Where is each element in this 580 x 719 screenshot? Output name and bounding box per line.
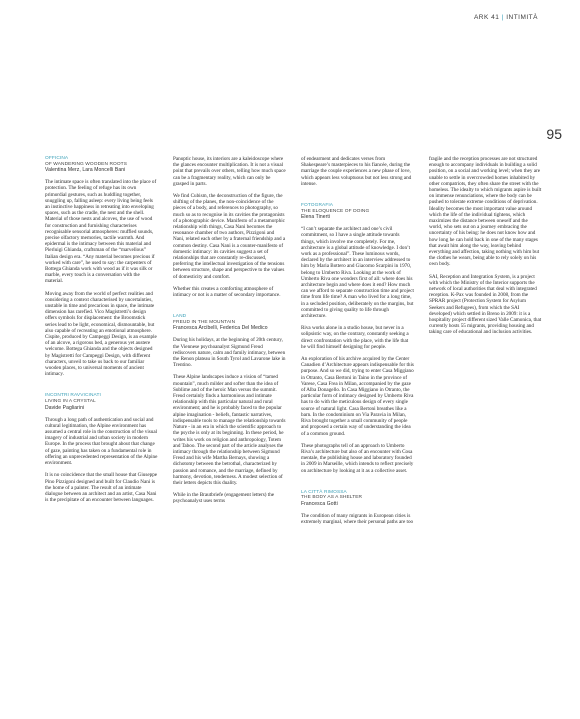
section-spacer	[45, 383, 158, 393]
section-kicker: OFFICINA	[45, 156, 69, 161]
body-paragraph: “I can’t separate the architect and one’s civil commitment, so I have a single attitude towards things, which involve me completely. For me, architecture is a global attitude of knowledge. I don’t work as a professional”. These luminous words, declared by the architect in an interview addressed to him by Maria Bottero and Giacomo Scarpini in 1970, belong to Umberto Riva. Looking at the work of Umberto Riva one wonders first of all: where does his architecture begin and where does it end? How much can we afford to separate construction time and project time from life time? A man who lived for a long time, in a secluded position, deliberately on the margins, but committed to giving quality to life through architecture.	[301, 226, 414, 320]
section-heading	[45, 393, 158, 410]
body-paragraph: The condition of many migrants in European cities is extremely marginal, where their personal paths are too	[301, 512, 414, 526]
text-column-2	[173, 156, 286, 511]
body-paragraph: Whether this creates a comforting atmosphere of intimacy or not is a matter of secondary importance.	[173, 285, 281, 299]
body-paragraph: of endearment and dedicates verses from Shakespeare’s masterpieces to his fiancée, during the marriage the couple experiences a new phase of love, which appears less voluptuous but not less strong and intense.	[301, 156, 412, 187]
page-number: 95	[546, 126, 562, 142]
section-heading	[301, 203, 414, 220]
section-label: INTIMITÀ	[506, 14, 538, 21]
body-paragraph: It is no coincidence that the small house that Giuseppe Pino Pizzigoni designed and built for Claudio Nani is the home of a painter. The result of an intimate dialogue between an architect and an artist, Casa Nani is the precipitate of an encounter between languages.	[45, 472, 158, 504]
section-spacer	[173, 304, 286, 314]
section-spacer	[301, 480, 414, 490]
article-title: LIVING IN A CRYSTAL	[45, 399, 96, 405]
section-heading	[173, 314, 286, 331]
issue-label: ARK 41	[473, 14, 500, 21]
body-paragraph: We find Cubism, the deconstruction of the figure, the shifting of the planes, the non-coincidence of the pieces of a body, and references to photography, so much so as to recognise in its cavities the protagonists of a photographic device. Manifesto of a metamorphic relationship with things, Casa Nani becomes the resonance chamber of two authors, Pizzigoni and Nani, related each other by a fraternal friendship and a common destiny. Casa Nani is a counter-manifesto of domestic intimacy: its cavities suggest a set of relationships that are constantly re-discussed, preferring the intellectual investigation of the tensions between structure, shape and perspective to the values of domesticity and comfort.	[173, 193, 286, 280]
body-paragraph: During his holidays, at the beginning of 20th century, the Viennese psychoanalyst Sigmund Freud rediscovers nature, calm and family intimacy, between the Renon plateau in South Tyrol and Lavarone lake in Trentino.	[173, 337, 286, 369]
body-paragraph: SAI, Reception and Integration System, is a project with which the Ministry of the Interior supports the network of local authorities that deal with integrated reception. K-Pax was founded in 2008, from the SPRAR project (Protection System for Asylum Seekers and Refugees), from which the SAI developed) which settled in Breno in 2009: it is a hospitality project different sized Valle Camonica, that currently hosts 55 migrants, providing housing and taking care of educational and inclusion activities.	[429, 273, 542, 336]
text-column-1	[45, 156, 158, 509]
article-title: THE BODY AS A SHELTER	[301, 495, 363, 501]
article-authors: Davide Pagliarini	[45, 404, 85, 411]
body-paragraph: An exploration of his archive acquired by the Center Canadien d’Architecture appears indispensable for this purpose. And so we did, trying to enter Casa Miggiano in Otranto, Casa Bertoni in Taino in the province of Varese, Casa Frea in Milan, accompanied by the gaze of Alba Donagello. In Casa Miggiano in Otranto, the particular form of intimacy designed by Umberto Riva has to do with the meticulous design of every single source of natural light. Casa Bertoni breathes like a barn. In the condominium on Via Paravia in Milan, Riva brought together a small community of people and proposed a certain way of understanding the idea of a common ground.	[301, 356, 414, 437]
article-title: THE ELOQUENCE OF DOING	[301, 208, 370, 214]
article-authors: Francesca Arcibelli, Federica Del Medico	[173, 325, 268, 332]
section-kicker: INCONTRI RAVVICINATI	[45, 393, 101, 399]
body-paragraph: These photographs tell of an approach to Umberto Riva’s architecture but also of an encounter with Cosa mentale, the publishing house and laboratory founded in 2009 in Marseille, which intends to reflect precisely on architecture by looking at it as a collective asset.	[301, 442, 414, 474]
body-paragraph: Moving away from the world of perfect realities and considering a context characterised by uncertainties, unstable in time and precarious in space, the intimate dimension has rarefied. Vico Magistretti’s design offers symbols for displacement: the Broomstick series lead to be light, economical, dismountable, but also capable of recreating an emotional atmosphere. Cispite, produced by Campeggi Design, is an example of an alcove, a rigorous bed, a generous yet austere welcome. Bottega Ghianda and the objects designed by Magistretti for Campeggi Design, with different characters, unveil to take us back to our familiar wooden places, to universal moments of ancient intimacy.	[45, 290, 157, 378]
text-column-3	[301, 156, 414, 531]
body-paragraph: Riva works alone in a studio house, but never in a solipsistic way, on the contrary, constantly seeking a direct confrontation with the place, with the life that he will find himself designing for people.	[301, 325, 409, 350]
header-separator: |	[501, 14, 504, 21]
article-authors: Francesca Gotti	[301, 500, 338, 507]
body-paragraph: Through a long path of authentication and social and cultural legitimation, the Alpine environment has assumed a central role in the construction of the visual imagery of industrial and urban society in modern Europe. In the process that brought about that change of gaze, painting has taken on a fundamental role in offering an unprecedented representation of the Alpine environment.	[45, 416, 158, 467]
text-column-4	[429, 156, 542, 342]
body-paragraph: fragile and the reception processes are not structured enough to accompany individuals in building a solid position, on a social and working level; when they are unable to settle in overcrowded homes inhabited by other compatriots, they often share the street with the homeless. The idealty to which migrants aspire is built on immense renunciations, where the body can be pushed to tolerate extreme conditions of deprivation. Ideality becomes the most important value around which the life of the individual tightens, which maximizes the distance between oneself and the world, who sets out on a journey embracing the uncertainty of his being: he does not know how and how long he can hold back in one of the many stages that await him along the way, leaving behind everything and affection, taking nothing with him but the clothes he wears, being able to rely solely on his own body.	[429, 156, 542, 268]
section-heading	[45, 156, 158, 173]
section-spacer	[301, 193, 414, 203]
article-authors: Elena Tinerti	[301, 214, 331, 221]
section-kicker: FOTOGRAFIA	[301, 203, 334, 209]
body-paragraph: While in the Brautbriefe (engagement letters) the psychoanalyst uses terms	[173, 492, 275, 505]
section-heading	[301, 490, 414, 507]
body-paragraph: Panoptic house, its interiors are a kaleidoscope where the glances encounter multiplication. It is not a visual point that prevails over others, telling how much space can be a fragmentary reality, which can only be grasped in parts.	[173, 156, 286, 187]
section-kicker: LAND	[173, 314, 187, 320]
section-kicker: LA CITTÀ RIMOSSA	[301, 489, 347, 495]
article-title: OF WANDERING WOODEN ROOTS	[45, 161, 128, 167]
body-paragraph: These Alpine landscapes induce a vision of “tamed mountain”, much milder and softer than the idea of Sublime and of the heroic Man versus the summit. Freud certainly finds a harmonious and intimate relationship with this particular natural and rural environment; and he is probably faced to the popular alpine imagination - beliefs, fantastic narratives, indispensable tools to manage the relationship towards Nature - in an era in which the scientific approach to the psyche is only at its beginning. In these period, he writes his work on religion and anthropology, Totem and Taboo. The second part of the article analyses the intimacy through the relationship between Sigmund Freud and his wife Martha Bernays, showing a dichotomy between the betrothal, characterized by passion and romance, and the marriage, defined by harmony, devotion, tenderness. A modest selection of their letters depicts this duality.	[173, 374, 286, 486]
body-paragraph: The intimate space is often translated into the place of protection. The feeling of refuge has its own primordial gestures, such as huddling together, snuggling up, falling asleep: every living being feels an instinctive happiness in retreating into enveloping spaces, such as the cradle, the nest and the shell. Material of those nests and alcoves, the use of wood for construction and furnishing characterises recognisable sensorial atmospheres: muffled sounds, precise olfactory memories, tactile warmth. And epidermal is the intimacy between this material and Pierluigi Ghianda, craftsman of the “marvellous” Italian design era. “Any material becomes precious if worked with care”, he used to say: the carpenters of Bottega Ghianda work with wood as if it was silk or marble, every touch is a conversation with the material.	[45, 179, 157, 285]
running-header	[474, 14, 538, 21]
article-authors: Valentina Merz, Lara Moncelli Bani	[45, 167, 126, 174]
article-title: FREUD IN THE MOUNTAIN	[173, 319, 236, 325]
